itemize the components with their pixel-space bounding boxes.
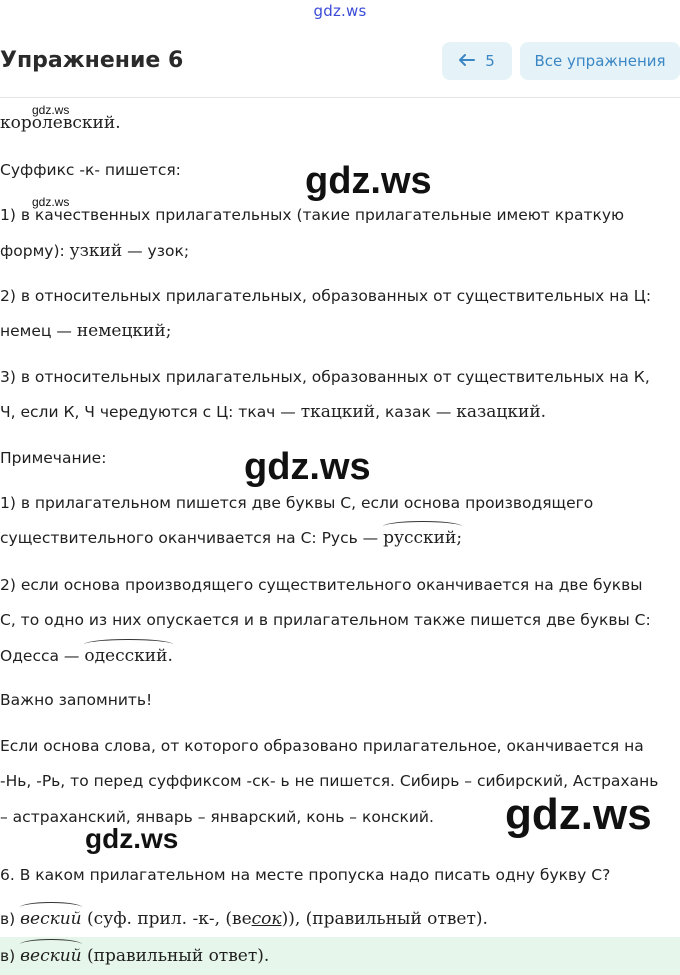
watermark-large: gdz.ws — [244, 446, 371, 488]
word-nemetsky: немецкий; — [76, 321, 172, 341]
text-line — [0, 241, 189, 261]
text-line: Примечание: — [0, 449, 107, 467]
text-span: Ч, если К, Ч чередуются с Ц: ткач — — [0, 403, 301, 421]
text-line: 1) в качественных прилагательных (такие прилагательные имеют краткую — [0, 206, 625, 224]
previous-exercise-button[interactable] — [442, 42, 512, 80]
text-span: немец — — [0, 322, 77, 340]
text-line: Если основа слова, от которого образовано прилагательное, оканчивается на — [0, 737, 644, 755]
text-line: -Нь, -Рь, то перед суффиксом -ск- ь не пишется. Сибирь – сибирский, Астрахань — [0, 772, 659, 790]
text-line: 2) в относительных прилагательных, образованных от существительных на Ц: — [0, 287, 652, 305]
text-line: 3) в относительных прилагательных, образованных от существительных на К, — [0, 368, 650, 386]
word-korolevsky: королевский. — [0, 113, 121, 133]
text-line — [0, 646, 173, 666]
text-line — [0, 528, 462, 548]
text-span: в) — [0, 910, 21, 928]
all-exercises-button[interactable]: Все упражнения — [520, 42, 680, 80]
word-vesky-answer: веский — [20, 946, 82, 966]
word-russky: русский; — [383, 528, 463, 548]
page-title: Упражнение 6 — [0, 48, 184, 73]
text-span: сок — [251, 909, 282, 929]
text-line: С, то одно из них опускается и в прилагательном также пишется две буквы С: — [0, 611, 651, 629]
question-line: 6. В каком прилагательном на месте пропуска надо писать одну букву С? — [0, 866, 611, 884]
previous-exercise-number: 5 — [485, 52, 495, 70]
text-line — [0, 909, 488, 929]
text-span: — узок; — [122, 242, 190, 260]
watermark-large: gdz.ws — [505, 790, 652, 839]
text-line: Суффикс -к- пишется: — [0, 161, 181, 179]
text-line: 1) в прилагательном пишется две буквы С, если основа производящего — [0, 494, 594, 512]
watermark-small: gdz.ws — [32, 103, 70, 117]
arrow-left-icon — [459, 52, 475, 70]
text-span: в) — [0, 947, 21, 965]
text-line — [0, 402, 546, 422]
text-line: – астраханский, январь – январский, конь – конский. — [0, 808, 434, 826]
text-span: существительного оканчивается на С: Русь — — [0, 529, 384, 547]
watermark-large: gdz.ws — [305, 160, 432, 202]
word-odessky: одесский. — [84, 646, 173, 666]
watermark-large: gdz.ws — [85, 823, 179, 854]
text-line: Важно запомнить! — [0, 691, 153, 709]
word-kazatsky: казацкий. — [456, 402, 547, 422]
word-vesky: веский — [20, 909, 82, 929]
text-span: )), (правильный ответ). — [281, 909, 488, 929]
text-span: , казак — — [375, 403, 457, 421]
word-tkatsky: ткацкий — [300, 402, 376, 422]
page-header — [0, 40, 680, 98]
text-span: Одесса — — [0, 647, 85, 665]
text-line: 2) если основа производящего существительного оканчивается на две буквы — [0, 576, 643, 594]
text-span: форму): — [0, 242, 70, 260]
watermark-small: gdz.ws — [32, 195, 70, 209]
answer-line — [0, 946, 269, 966]
text-span: (суф. прил. -к-, (ве — [81, 909, 252, 929]
header-divider — [0, 97, 680, 98]
site-watermark-top: gdz.ws — [313, 2, 367, 20]
word-uzky: узкий — [69, 241, 123, 261]
text-line — [0, 321, 171, 341]
text-span: (правильный ответ). — [81, 946, 270, 966]
